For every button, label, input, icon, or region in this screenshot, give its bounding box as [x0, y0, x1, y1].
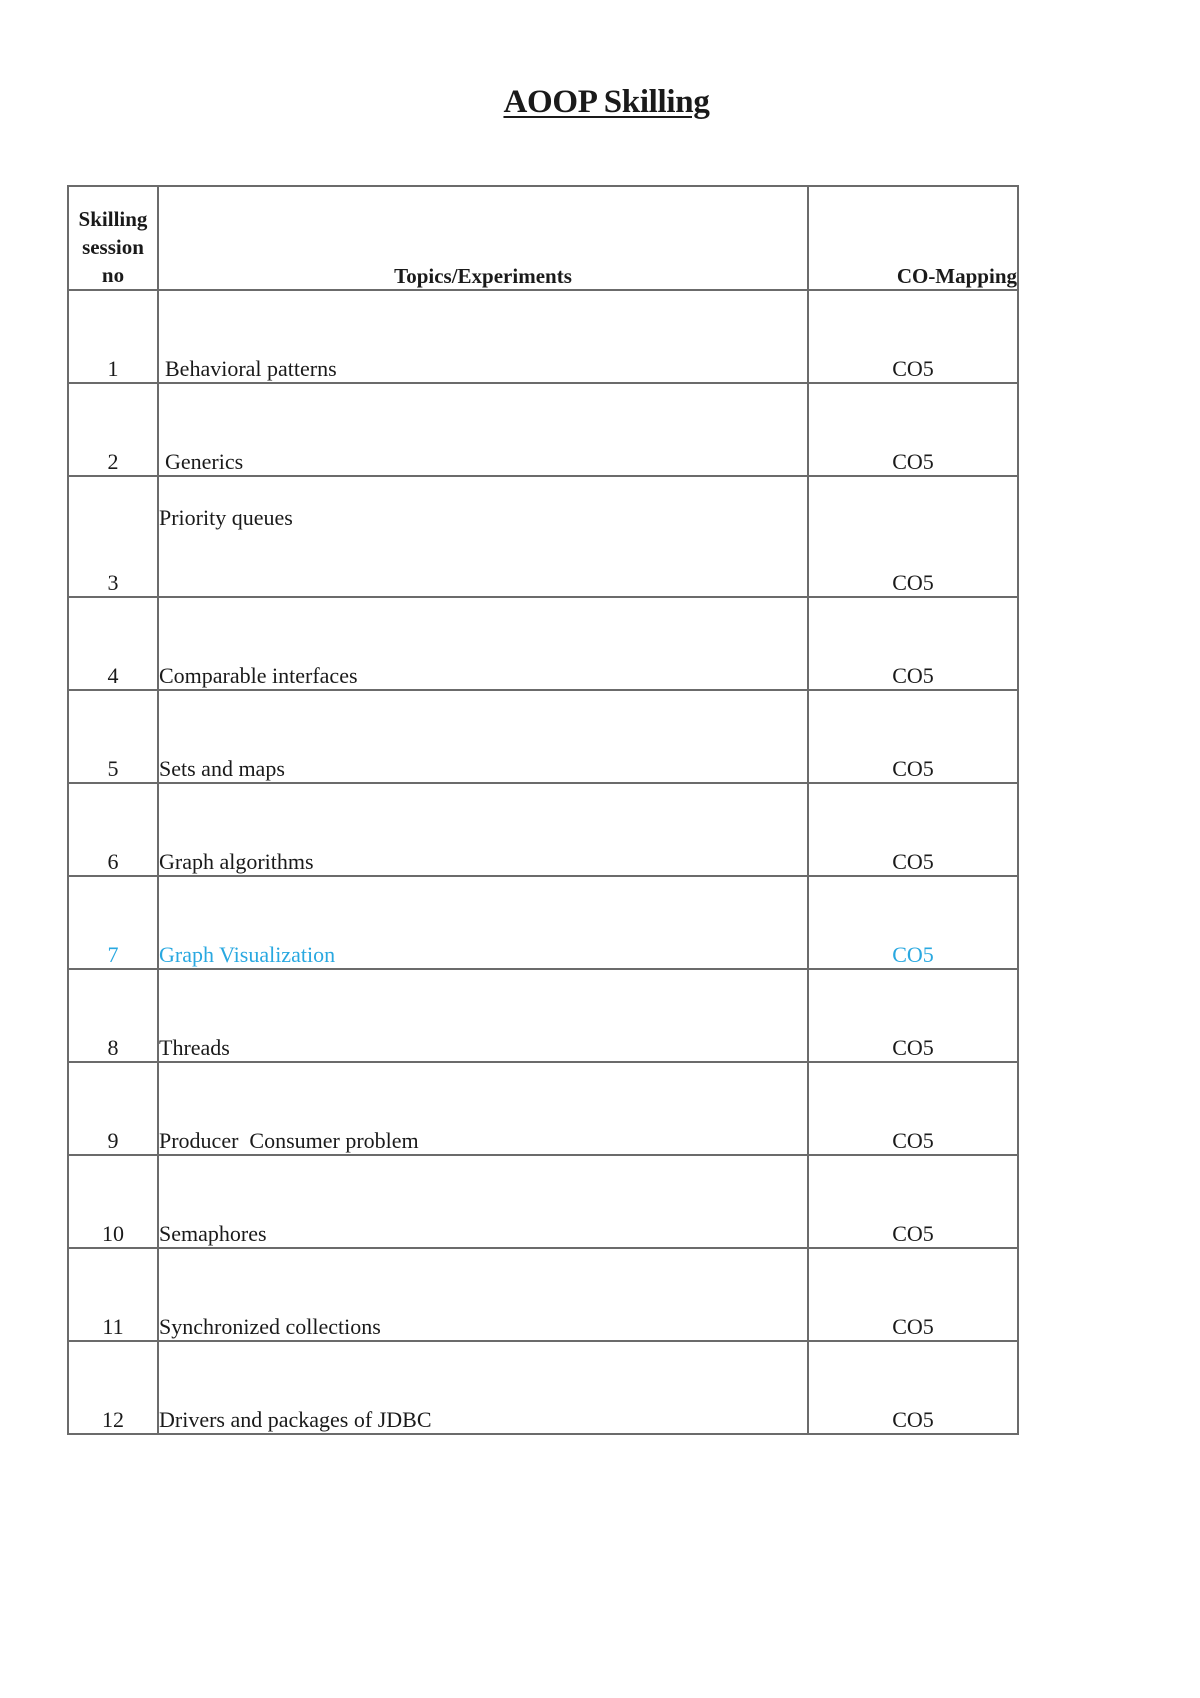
co-mapping: CO5: [808, 969, 1018, 1062]
co-mapping: CO5: [808, 597, 1018, 690]
topic: Behavioral patterns: [158, 290, 808, 383]
header-co-mapping: CO-Mapping: [808, 186, 1018, 290]
co-mapping: CO5: [808, 476, 1018, 597]
topic: Generics: [158, 383, 808, 476]
table-row: [68, 1155, 1018, 1248]
table-row: [68, 969, 1018, 1062]
skilling-table: [67, 185, 1019, 1435]
co-mapping: CO5: [808, 1341, 1018, 1434]
table-row-highlighted: [68, 876, 1018, 969]
header-row: [68, 186, 1018, 290]
session-no: 2: [68, 383, 158, 476]
topic: Graph algorithms: [158, 783, 808, 876]
table-row: [68, 476, 1018, 597]
topic: Producer Consumer problem: [158, 1062, 808, 1155]
header-session-line2: session: [82, 235, 144, 259]
topic: Graph Visualization: [158, 876, 808, 969]
co-mapping: CO5: [808, 876, 1018, 969]
session-no: 12: [68, 1341, 158, 1434]
table-row: [68, 1341, 1018, 1434]
co-mapping: CO5: [808, 690, 1018, 783]
session-no: 4: [68, 597, 158, 690]
table-row: [68, 690, 1018, 783]
table-row: [68, 290, 1018, 383]
table-row: [68, 597, 1018, 690]
session-no: 3: [68, 476, 158, 597]
topic: Sets and maps: [158, 690, 808, 783]
header-session-line3: no: [101, 263, 125, 287]
page-title: AOOP Skilling: [503, 84, 710, 120]
table-row: [68, 1062, 1018, 1155]
topic: Threads: [158, 969, 808, 1062]
session-no: 6: [68, 783, 158, 876]
co-mapping: CO5: [808, 290, 1018, 383]
header-session-line1: Skilling: [78, 207, 148, 231]
co-mapping: CO5: [808, 1155, 1018, 1248]
topic: Comparable interfaces: [158, 597, 808, 690]
co-mapping: CO5: [808, 1248, 1018, 1341]
session-no: 1: [68, 290, 158, 383]
session-no: 9: [68, 1062, 158, 1155]
header-topics: Topics/Experiments: [158, 186, 808, 290]
topic: Semaphores: [158, 1155, 808, 1248]
co-mapping: CO5: [808, 1062, 1018, 1155]
topic: Priority queues: [158, 476, 808, 597]
topic: Synchronized collections: [158, 1248, 808, 1341]
session-no: 11: [68, 1248, 158, 1341]
session-no: 5: [68, 690, 158, 783]
table-row: [68, 783, 1018, 876]
session-no: 10: [68, 1155, 158, 1248]
topic: Drivers and packages of JDBC: [158, 1341, 808, 1434]
header-session-no: [68, 186, 158, 290]
co-mapping: CO5: [808, 783, 1018, 876]
session-no: 8: [68, 969, 158, 1062]
co-mapping: CO5: [808, 383, 1018, 476]
table-row: [68, 383, 1018, 476]
session-no: 7: [68, 876, 158, 969]
table-row: [68, 1248, 1018, 1341]
